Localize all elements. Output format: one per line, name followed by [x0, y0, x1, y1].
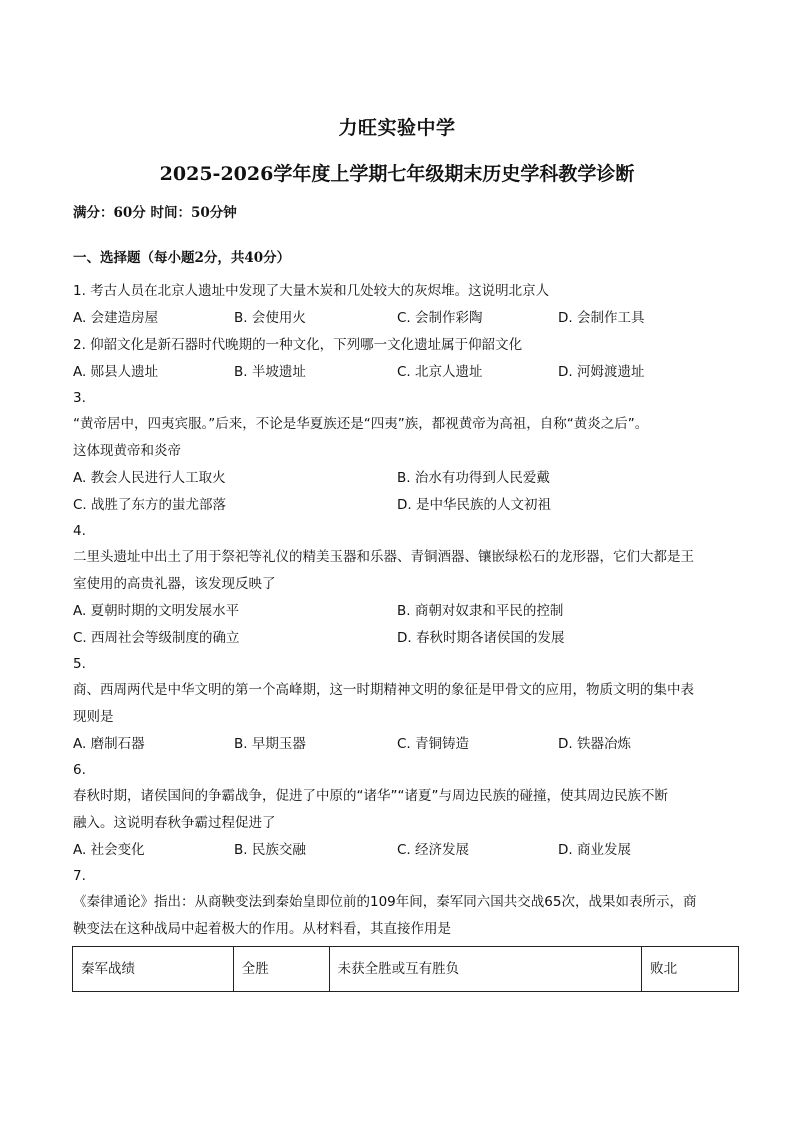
question-5-option-b[interactable]: B. 早期玉器 — [234, 736, 306, 752]
question-5-option-c[interactable]: C. 青铜铸造 — [397, 736, 470, 752]
question-1-option-d[interactable]: D. 会制作工具 — [558, 310, 645, 326]
question-5-option-d[interactable]: D. 铁器冶炼 — [558, 736, 631, 752]
exam-title: 2025-2026学年度上学期七年级期末历史学科教学诊断 — [159, 163, 635, 185]
table-cell-loss: 败北 — [642, 947, 739, 992]
question-4-option-d[interactable]: D. 春秋时期各诸侯国的发展 — [397, 630, 565, 646]
question-7-stem-line-2: 鞅变法在这种战局中起着极大的作用。从材料看，其直接作用是 — [73, 921, 451, 937]
question-5-option-a[interactable]: A. 磨制石器 — [73, 736, 145, 752]
question-4-number: 4. — [73, 523, 86, 539]
table-row — [73, 947, 739, 992]
table-cell-partial: 未获全胜或互有胜负 — [329, 947, 641, 992]
question-2-option-c[interactable]: C. 北京人遗址 — [397, 364, 483, 380]
score-time-info: 满分：60分 时间：50分钟 — [73, 205, 237, 221]
table-cell-win: 全胜 — [233, 947, 329, 992]
question-3-stem-line-1: “黄帝居中，四夷宾服。”后来，不论是华夏族还是“四夷”族，都视黄帝为高祖，自称“黄炎之后”。 — [73, 416, 649, 432]
question-6-stem-line-1: 春秋时期，诸侯国间的争霸战争，促进了中原的“诸华”“诸夏”与周边民族的碰撞，使其周边民族不断 — [73, 788, 668, 804]
question-7-stem-line-1: 《秦律通论》指出：从商鞅变法到秦始皇即位前的109年间，秦军同六国共交战65次，战果如表所示，商 — [73, 894, 697, 910]
question-3-option-d[interactable]: D. 是中华民族的人文初祖 — [397, 497, 551, 513]
question-4-option-c[interactable]: C. 西周社会等级制度的确立 — [73, 630, 240, 646]
question-5-stem-line-2: 现则是 — [73, 709, 114, 725]
question-6-option-d[interactable]: D. 商业发展 — [558, 842, 631, 858]
question-7-number: 7. — [73, 868, 86, 884]
question-4-option-a[interactable]: A. 夏朝时期的文明发展水平 — [73, 603, 240, 619]
question-1-option-a[interactable]: A. 会建造房屋 — [73, 310, 159, 326]
question-2-option-b[interactable]: B. 半坡遗址 — [234, 364, 306, 380]
school-name: 力旺实验中学 — [338, 117, 456, 139]
question-6-option-a[interactable]: A. 社会变化 — [73, 842, 145, 858]
question-2-stem: 2. 仰韶文化是新石器时代晚期的一种文化，下列哪一文化遗址属于仰韶文化 — [73, 337, 523, 353]
question-6-option-b[interactable]: B. 民族交融 — [234, 842, 306, 858]
question-6-stem-line-2: 融入。这说明春秋争霸过程促进了 — [73, 815, 276, 831]
question-1-option-b[interactable]: B. 会使用火 — [234, 310, 306, 326]
question-6-option-c[interactable]: C. 经济发展 — [397, 842, 470, 858]
question-6-number: 6. — [73, 762, 86, 778]
section-heading: 一、选择题（每小题2分，共40分） — [73, 250, 291, 266]
question-3-option-c[interactable]: C. 战胜了东方的蚩尤部落 — [73, 497, 227, 513]
question-3-stem-line-2: 这体现黄帝和炎帝 — [73, 443, 181, 459]
question-3-option-a[interactable]: A. 教会人民进行人工取火 — [73, 470, 226, 486]
table-cell-label: 秦军战绩 — [73, 947, 234, 992]
question-4-stem-line-1: 二里头遗址中出土了用于祭祀等礼仪的精美玉器和乐器、青铜酒器、镶嵌绿松石的龙形器，它们大都是王 — [73, 549, 694, 565]
question-7-table — [72, 946, 739, 992]
question-4-option-b[interactable]: B. 商朝对奴隶和平民的控制 — [397, 603, 564, 619]
question-1-option-c[interactable]: C. 会制作彩陶 — [397, 310, 483, 326]
question-3-option-b[interactable]: B. 治水有功得到人民爱戴 — [397, 470, 550, 486]
question-1-stem: 1. 考古人员在北京人遗址中发现了大量木炭和几处较大的灰烬堆。这说明北京人 — [73, 283, 550, 299]
question-2-option-a[interactable]: A. 郧县人遗址 — [73, 364, 159, 380]
question-5-stem-line-1: 商、西周两代是中华文明的第一个高峰期，这一时期精神文明的象征是甲骨文的应用，物质文明的集中表 — [73, 682, 694, 698]
question-3-number: 3. — [73, 390, 86, 406]
question-4-stem-line-2: 室使用的高贵礼器，该发现反映了 — [73, 576, 276, 592]
question-2-option-d[interactable]: D. 河姆渡遗址 — [558, 364, 645, 380]
question-5-number: 5. — [73, 656, 86, 672]
